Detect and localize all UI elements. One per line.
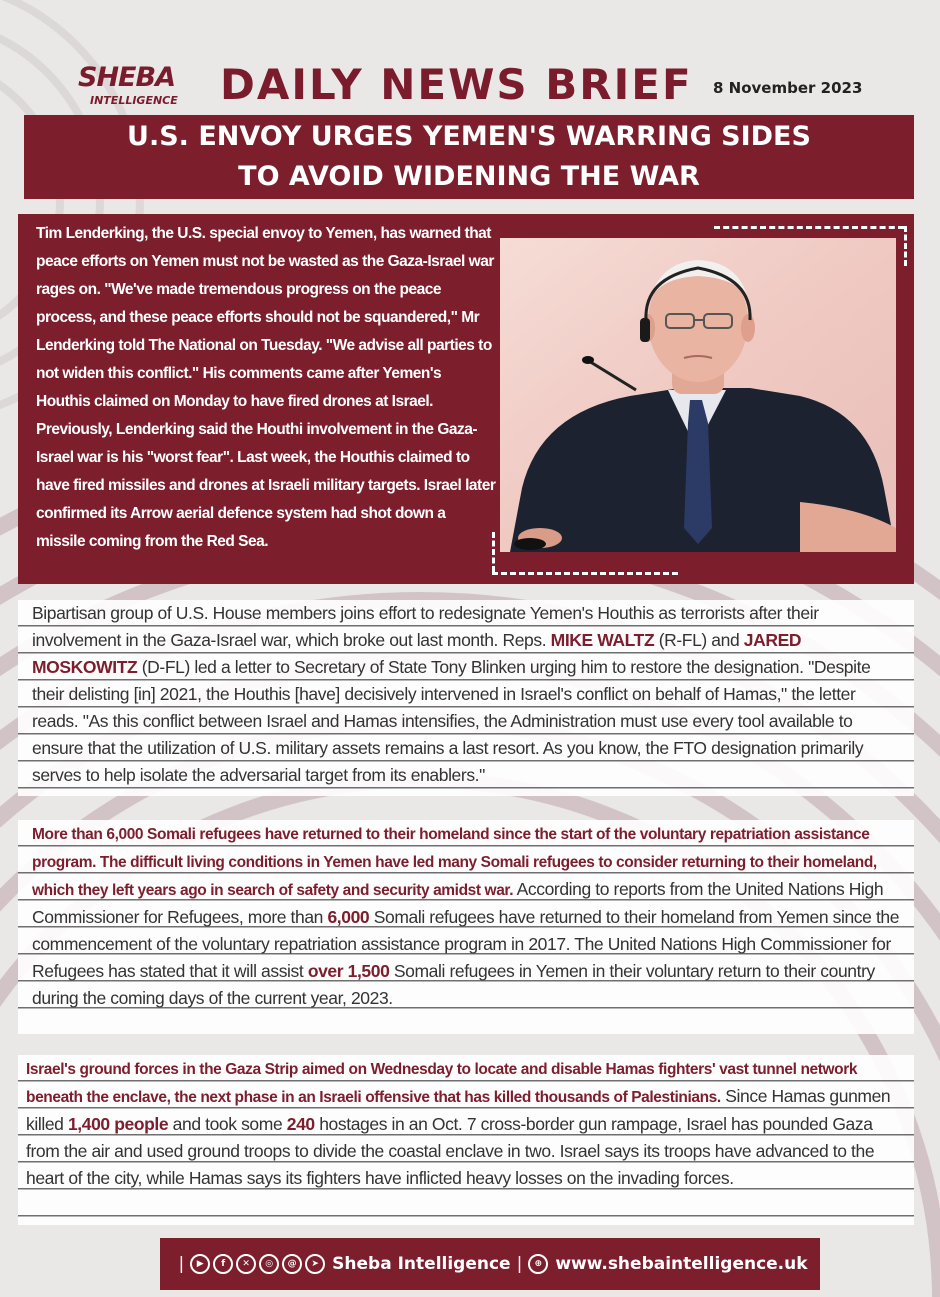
envoy-photo <box>500 238 896 552</box>
dash-decoration-bottom <box>492 572 678 575</box>
telegram-icon[interactable]: ➤ <box>305 1254 325 1274</box>
stat-6000: 6,000 <box>327 907 370 927</box>
instagram-icon[interactable]: ◎ <box>259 1254 279 1274</box>
globe-icon: ⊕ <box>528 1254 548 1274</box>
page-header <box>0 55 940 115</box>
headline-line-2: TO AVOID WIDENING THE WAR <box>238 161 700 192</box>
page-title: DAILY NEWS BRIEF <box>220 60 693 109</box>
footer-divider: | <box>516 1254 523 1274</box>
logo-main: SHEBA <box>78 62 175 93</box>
footer-divider: | <box>178 1254 185 1274</box>
logo-sub: INTELLIGENCE <box>90 94 178 107</box>
story-gaza-tunnels-text: Israel's ground forces in the Gaza Strip aimed on Wednesday to locate and disable Hamas fighters' vast tunnel network beneath the enclave, the next phase in an Israeli offensive that has killed thousands of Palestinians. Since Hamas gunmen killed 1,400 people and took some 240 hostages in an Oct. 7 cross-border gun rampage, Israel has pounded Gaza from the air and used ground troops to divide the coastal enclave in two. Israel says its troops have advanced to the heart of the city, while Hamas says its fighters have inflicted heavy losses on the invading forces. <box>26 1061 891 1188</box>
story-gaza-tunnels <box>18 1055 914 1225</box>
footer-website-link[interactable]: www.shebaintelligence.uk <box>555 1254 808 1274</box>
stat-1400-people: 1,400 people <box>67 1114 169 1134</box>
footer-brand: Sheba Intelligence <box>332 1254 511 1274</box>
story-redesignation <box>18 600 914 796</box>
sheba-logo <box>78 63 208 109</box>
brief-date: 8 November 2023 <box>713 79 863 97</box>
story-somali-refugees-text: More than 6,000 Somali refugees have returned to their homeland since the start of the voluntary repatriation assistance program. The difficult living conditions in Yemen have led many Somali refugees to consider returning to their homeland, which they left years ago in search of safety and security amidst war. According to reports from the United Nations High Commissioner for Refugees, more than 6,000 Somali refugees have returned to their homeland from Yemen since the commencement of the voluntary repatriation assistance program in 2017. The United Nations High Commissioner for Refugees has stated that it will assist over 1,500 Somali refugees in Yemen in their voluntary return to their country during the coming days of the current year, 2023. <box>32 826 900 1008</box>
lead-story <box>18 214 914 584</box>
threads-icon[interactable]: @ <box>282 1254 302 1274</box>
footer-bar <box>160 1238 820 1290</box>
youtube-icon[interactable]: ▶ <box>190 1254 210 1274</box>
dash-decoration-right <box>904 226 907 266</box>
story-redesignation-text: Bipartisan group of U.S. House members joins effort to redesignate Yemen's Houthis as terrorists after their involvement in the Gaza-Israel war, which broke out last month. Reps. MIKE WALTZ (R-FL) and JARED MOSKOWITZ (D-FL) led a letter to Secretary of State Tony Blinken urging him to restore the designation. "Despite their delisting [in] 2021, the Houthis [have] decisively intervened in Israel's conflict on behalf of Hamas," the letter reads. "As this conflict between Israel and Hamas intensifies, the Administration must use every tool available to ensure that the utilization of U.S. military assets remains a last resort. As you know, the FTO designation primarily serves to help isolate the adversarial target from its enablers." <box>32 603 871 785</box>
facebook-icon[interactable]: f <box>213 1254 233 1274</box>
headline-line-1: U.S. ENVOY URGES YEMEN'S WARRING SIDES <box>127 121 811 152</box>
headline-banner <box>24 115 914 199</box>
story-somali-refugees <box>18 820 914 1034</box>
stat-over-1500: over 1,500 <box>307 961 390 981</box>
lead-story-text: Tim Lenderking, the U.S. special envoy to Yemen, has warned that peace efforts on Yemen must not be wasted as the Gaza-Israel war rages on. "We've made tremendous progress on the peace process, and these peace efforts should not be squandered," Mr Lenderking told The National on Tuesday. "We advise all parties to not widen this conflict." His comments came after Yemen's Houthis claimed on Monday to have fired drones at Israel. Previously, Lenderking said the Houthi involvement in the Gaza-Israel war is his "worst fear". Last week, the Houthis claimed to have fired missiles and drones at Israeli military targets. Israel later confirmed its Arrow aerial defence system had shot down a missile coming from the Red Sea. <box>36 225 496 550</box>
dash-decoration-left <box>492 532 495 572</box>
dash-decoration-top <box>714 226 904 229</box>
story-gaza-lead: Israel's ground forces in the Gaza Strip aimed on Wednesday to locate and disable Hamas fighters' vast tunnel network beneath the enclave, the next phase in an Israeli offensive that has killed thousands of Palestinians. <box>26 1061 858 1106</box>
x-icon[interactable]: ✕ <box>236 1254 256 1274</box>
story-somali-lead: More than 6,000 Somali refugees have returned to their homeland since the start of the voluntary repatriation assistance program. The difficult living conditions in Yemen have led many Somali refugees to consider returning to their homeland, which they left years ago in search of safety and security amidst war. <box>32 826 877 899</box>
name-mike-waltz: MIKE WALTZ <box>550 630 655 650</box>
name-jared-moskowitz: JARED MOSKOWITZ <box>32 630 802 677</box>
stat-240: 240 <box>286 1114 315 1134</box>
